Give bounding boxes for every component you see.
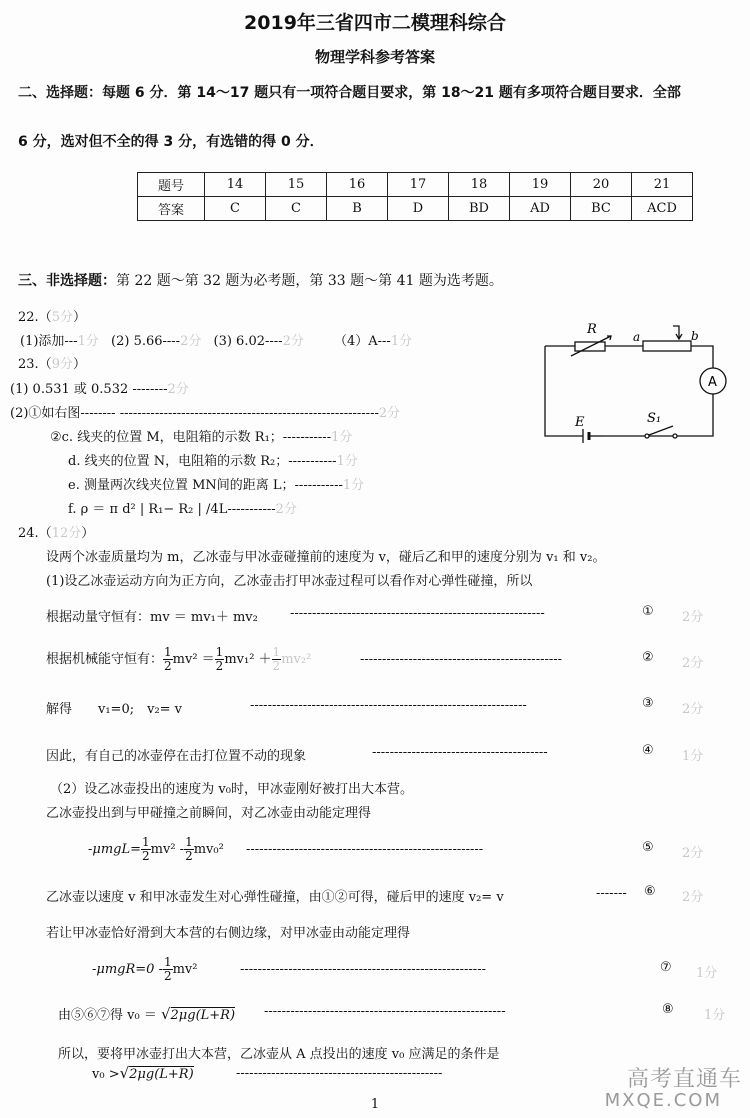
table-cell: BD	[449, 197, 510, 221]
eq5-line: -μmgL= $\frac{1}{2}$ mv² - $\frac{1}{2}$ mv₀²	[88, 835, 224, 863]
table-cell: 16	[327, 173, 388, 197]
wire-icon	[643, 341, 691, 351]
eq5-score: 2分	[682, 846, 704, 861]
q24-intro2: (1)设乙冰壶运动方向为正方向，乙冰壶击打甲冰壶过程可以看作对心弹性碰撞，所以	[46, 574, 533, 589]
eq1-label: 根据动量守恒有：mv ＝ mv₁＋ mv₂	[46, 610, 258, 625]
q22-number: 22.（5分）	[18, 310, 86, 325]
table-cell: 19	[510, 173, 571, 197]
eq7-dashes: --------------------------------------------------------	[240, 962, 486, 977]
table-cell: BC	[571, 197, 632, 221]
table-cell: C	[205, 197, 266, 221]
eq7-line: -μmgR=0 - $\frac{1}{2}$ mv²	[92, 955, 198, 983]
eq2-score: 2分	[682, 656, 704, 671]
eq2-dashes: ----------------------------------------------	[360, 652, 563, 667]
answer-table	[137, 172, 693, 221]
q24-part2-intro: （2）设乙冰壶投出的速度为 v₀时，甲冰壶刚好被打出大本营。	[50, 782, 413, 797]
watermark-url: MXQE.COM	[604, 1090, 722, 1111]
label-A: A	[708, 375, 717, 390]
table-cell: ACD	[632, 197, 693, 221]
section3-heading: 三、非选择题：	[18, 273, 116, 289]
eq8-line: 由⑤⑥⑦得 v₀ ＝ √2μg(L+R)	[58, 1005, 236, 1023]
table-cell: 20	[571, 173, 632, 197]
eq5-dashes: ------------------------------------------------------	[246, 842, 484, 857]
q23-line1: (1) 0.531 或 0.532 --------2分	[10, 382, 189, 397]
table-cell: 21	[632, 173, 693, 197]
final-line: v₀ >√2μg(L+R)	[92, 1064, 194, 1082]
q23-line6: f. ρ ＝ π d² | R₁− R₂ | ∕4L-----------2分	[68, 502, 297, 517]
eq8-dashes: -------------------------------------------------------	[264, 1004, 506, 1019]
eq1-score: 2分	[682, 610, 704, 625]
section3-text: 第 22 题～第 32 题为必考题，第 33 题～第 41 题为选考题。	[116, 273, 503, 289]
q22-answers: (1)添加---1分 (2) 5.66----2分 (3) 6.02----2分 （4）A---1分	[20, 334, 413, 349]
q23-line2: (2)①如右图-------- -----------------------------------------------------------2分	[10, 406, 401, 421]
eq6-dashes: -------	[596, 886, 627, 901]
eq7-number: ⑦	[660, 960, 672, 975]
eq4-number: ④	[642, 743, 654, 758]
eq3-number: ③	[642, 696, 654, 711]
q24-intro1: 设两个冰壶质量均为 m，乙冰壶与甲冰壶碰撞前的速度为 v，碰后乙和甲的速度分别为 v₁ 和 v₂。	[46, 550, 606, 565]
section2-rule1: 每题 6 分．第 14～17 题只有一项符合题目要求，第 18～21 题有多项符合题目要求．全部	[102, 85, 681, 101]
row-label-number: 题号	[138, 173, 205, 197]
q24-part2-line2: 若让甲冰壶恰好滑到大本营的右侧边缘，对甲冰壶由动能定理得	[46, 926, 411, 941]
final-dashes: -----------------------------------------------	[236, 1066, 443, 1081]
eq4-score: 1分	[682, 749, 704, 764]
eq6-score: 2分	[682, 890, 704, 905]
q24-number: 24.（12分）	[18, 526, 95, 541]
doc-subtitle: 物理学科参考答案	[314, 48, 435, 66]
eq5-number: ⑤	[642, 840, 654, 855]
eq4-dashes: ----------------------------------------	[372, 745, 548, 760]
page-number: 1	[370, 1097, 380, 1112]
table-cell: AD	[510, 197, 571, 221]
q23-line5: e. 测量两次线夹位置 MN间的距离 L；-----------1分	[68, 478, 365, 493]
q23-line3: ②c. 线夹的位置 M，电阻箱的示数 R₁；-----------1分	[50, 430, 353, 445]
eq6-number: ⑥	[644, 884, 656, 899]
eq7-score: 1分	[696, 966, 718, 981]
section2-heading: 二、选择题：	[18, 85, 102, 101]
eq2-number: ②	[642, 650, 654, 665]
q23-number: 23.（9分）	[18, 357, 86, 372]
eq8-number: ⑧	[662, 1002, 674, 1017]
q24-part2-line: 乙冰壶投出到与甲碰撞之前瞬间，对乙冰壶由动能定理得	[46, 806, 372, 821]
label-S1: S₁	[647, 411, 662, 426]
row-label-answer: 答案	[138, 197, 205, 221]
watermark-text: 高考直通车	[626, 1067, 742, 1092]
q24-conclusion: 所以，要将甲冰壶打出大本营，乙冰壶从 A 点投出的速度 v₀ 应满足的条件是	[58, 1047, 500, 1062]
section2-rule-line1	[18, 82, 681, 102]
label-E: E	[575, 415, 585, 430]
table-cell: 18	[449, 173, 510, 197]
eq6-label: 乙冰壶以速度 v 和甲冰壶发生对心弹性碰撞，由①②可得，碰后甲的速度 v₂= v	[46, 890, 504, 905]
eq4-label: 因此，有自己的冰壶停在击打位置不动的现象	[46, 749, 307, 764]
eq1-dashes: ----------------------------------------------------------	[290, 606, 545, 621]
section2-rule2: 6 分，选对但不全的得 3 分，有选错的得 0 分．	[18, 134, 324, 150]
table-cell: 14	[205, 173, 266, 197]
q23-line4: d. 线夹的位置 N，电阻箱的示数 R₂；-----------1分	[68, 454, 358, 469]
eq3-label: 解得 v₁=0; v₂= v	[46, 702, 183, 717]
label-a: a	[633, 330, 641, 344]
section3-line	[18, 270, 503, 290]
table-cell: 15	[266, 173, 327, 197]
table-cell: 17	[388, 173, 449, 197]
eq3-dashes: ---------------------------------------------------------------	[250, 698, 527, 713]
eq8-score: 1分	[704, 1008, 726, 1023]
table-cell: D	[388, 197, 449, 221]
eq2-line: 根据机械能守恒有： $\frac{1}{2}$ mv² ＝ $\frac{1}{2}$ mv₁² ＋ $\frac{1}{2}$ mv₂²	[46, 645, 312, 673]
table-cell: C	[266, 197, 327, 221]
doc-title: 2019年三省四市二模理科综合	[244, 12, 506, 34]
circuit-diagram	[535, 318, 740, 448]
label-b: b	[691, 329, 699, 343]
eq1-number: ①	[642, 604, 654, 619]
eq3-score: 2分	[682, 702, 704, 717]
label-R: R	[587, 322, 597, 337]
table-row	[138, 173, 693, 197]
table-row	[138, 197, 693, 221]
table-cell: B	[327, 197, 388, 221]
